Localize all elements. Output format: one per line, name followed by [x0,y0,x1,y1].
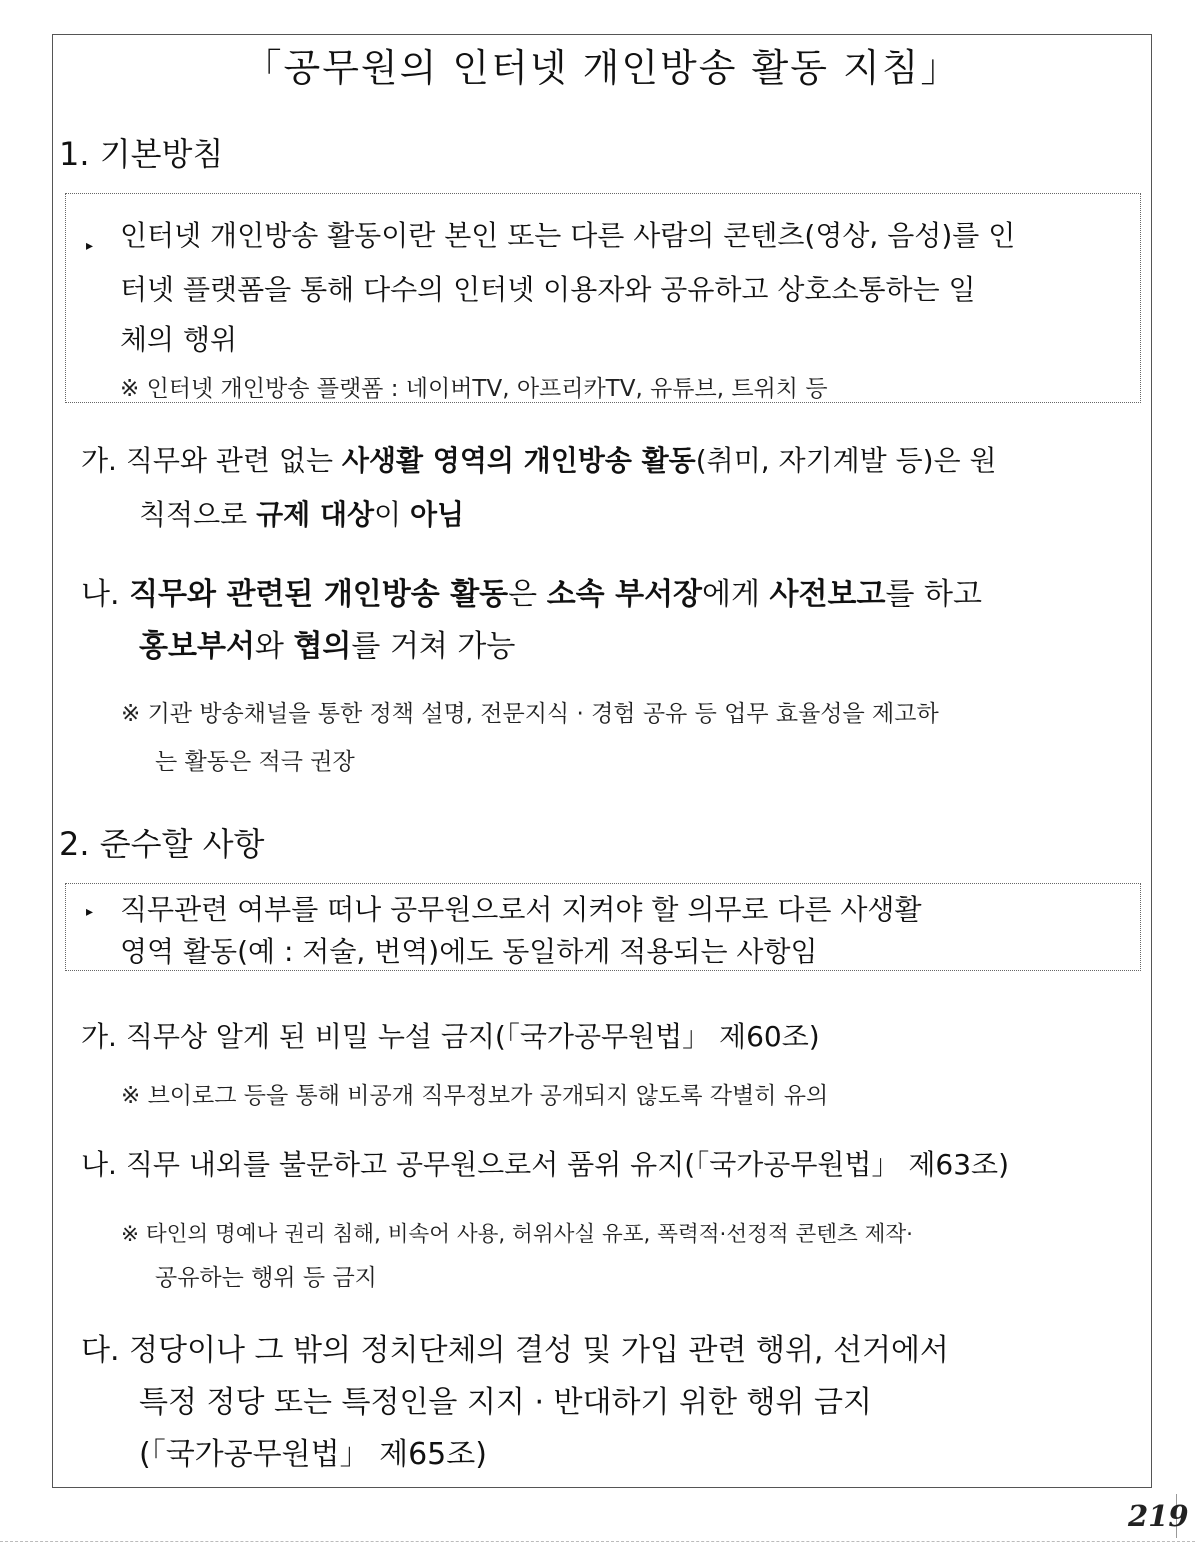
section-2-item-ga: 가. 직무상 알게 된 비밀 누설 금지(「국가공무원법」 제60조) [81,1020,820,1053]
page-number: 219 [1128,1494,1177,1538]
section-1-note-line-2: 는 활동은 적극 권장 [155,749,355,775]
section-1-item-na: 나. 직무와 관련된 개인방송 활동은 소속 부서장에게 사전보고를 하고 [81,577,982,612]
section-2-item-da-line-3: (「국가공무원법」 제65조) [139,1437,487,1472]
bullet-icon: ▸ [86,904,94,920]
definition-line-2: 터넷 플랫폼을 통해 다수의 인터넷 이용자와 공유하고 상호소통하는 일 [120,273,976,306]
section-2-scope-box [65,883,1141,971]
section-1-item-na-cont: 홍보부서와 협의를 거쳐 가능 [139,629,516,664]
section-1-definition-box [65,193,1141,403]
section-1-note-line-1: ※ 기관 방송채널을 통한 정책 설명, 전문지식 · 경험 공유 등 업무 효율성을 제고하 [121,701,939,727]
section-2-note-ga: ※ 브이로그 등을 통해 비공개 직무정보가 공개되지 않도록 각별히 유의 [121,1083,829,1109]
section-2-item-da-line-2: 특정 정당 또는 특정인을 지지 · 반대하기 위한 행위 금지 [139,1385,872,1420]
section-2-item-na: 나. 직무 내외를 불문하고 공무원으로서 품위 유지(「국가공무원법」 제63조) [81,1148,1010,1181]
document-frame [52,34,1152,1488]
platform-note: ※ 인터넷 개인방송 플랫폼 : 네이버TV, 아프리카TV, 유튜브, 트위치 등 [120,376,828,402]
page-bottom-divider [0,1541,1195,1542]
section-1-item-ga: 가. 직무와 관련 없는 사생활 영역의 개인방송 활동(취미, 자기계발 등)은 원 [81,444,997,477]
scope-line-1: 직무관련 여부를 떠나 공무원으로서 지켜야 할 의무로 다른 사생활 [120,893,922,926]
section-2-heading: 2. 준수할 사항 [59,825,265,863]
section-2-note-na-line-1: ※ 타인의 명예나 권리 침해, 비속어 사용, 허위사실 유포, 폭력적·선정적 콘텐츠 제작· [121,1222,913,1247]
section-2-item-da-line-1: 다. 정당이나 그 밖의 정치단체의 결성 및 가입 관련 행위, 선거에서 [81,1333,949,1368]
section-2-note-na-line-2: 공유하는 행위 등 금지 [155,1265,377,1291]
scope-line-2: 영역 활동(예 : 저술, 번역)에도 동일하게 적용되는 사항임 [120,935,818,968]
section-1-item-ga-cont: 칙적으로 규제 대상이 아님 [139,498,465,531]
definition-line-1: 인터넷 개인방송 활동이란 본인 또는 다른 사람의 콘텐츠(영상, 음성)를 인 [120,219,1016,252]
document-title: 「공무원의 인터넷 개인방송 활동 지침」 [243,46,961,90]
section-1-heading: 1. 기본방침 [59,135,224,173]
definition-line-3: 체의 행위 [120,323,238,356]
bullet-icon: ▸ [86,238,94,254]
